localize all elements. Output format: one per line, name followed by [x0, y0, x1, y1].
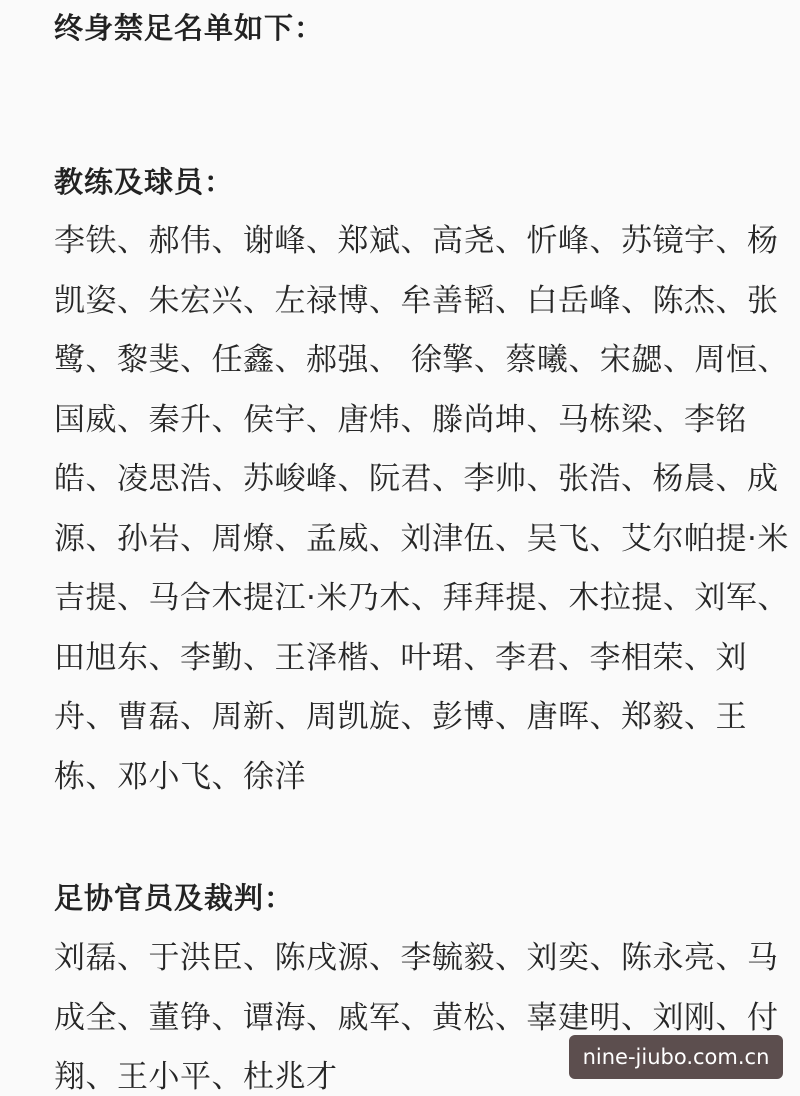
name-list-line: 国威、秦升、侯宇、唐炜、滕尚坤、马栋梁、李铭 — [54, 401, 747, 438]
name-list-line: 鹭、黎斐、任鑫、郝强、 徐擎、蔡曦、宋勰、周恒、 — [54, 342, 789, 378]
name-list-line: 栋、邓小飞、徐洋 — [54, 758, 306, 795]
name-list-line: 翔、王小平、杜兆才 — [54, 1059, 338, 1095]
name-list-line: 成全、董铮、谭海、戚军、黄松、辜建明、刘刚、付 — [54, 999, 779, 1036]
page-title: 终身禁足名单如下： — [54, 11, 325, 45]
section-heading-officials-referees: 足协官员及裁判： — [54, 881, 295, 915]
name-list-line: 田旭东、李勤、王泽楷、叶珺、李君、李相荣、刘 — [54, 639, 747, 676]
name-list-line: 舟、曹磊、周新、周凯旋、彭博、唐晖、郑毅、王 — [54, 699, 747, 735]
name-list-line: 刘磊、于洪臣、陈戌源、李毓毅、刘奕、陈永亮、马 — [54, 940, 779, 976]
name-list-line: 源、孙岩、周燎、孟威、刘津伍、吴飞、艾尔帕提·米 — [54, 520, 789, 557]
section-heading-coaches-players: 教练及球员： — [54, 165, 235, 199]
watermark-badge: nine-jiubo.com.cn — [569, 1035, 783, 1079]
name-list-line: 凯姿、朱宏兴、左禄博、牟善韬、白岳峰、陈杰、张 — [54, 282, 779, 319]
name-list-coaches-players — [54, 212, 789, 807]
name-list-line: 李铁、郝伟、谢峰、郑斌、高尧、忻峰、苏镜宇、杨 — [54, 223, 779, 259]
name-list-line: 皓、凌思浩、苏峻峰、阮君、李帅、张浩、杨晨、成 — [54, 461, 779, 497]
name-list-line: 吉提、马合木提江·米乃木、拜拜提、木拉提、刘军、 — [54, 580, 789, 616]
